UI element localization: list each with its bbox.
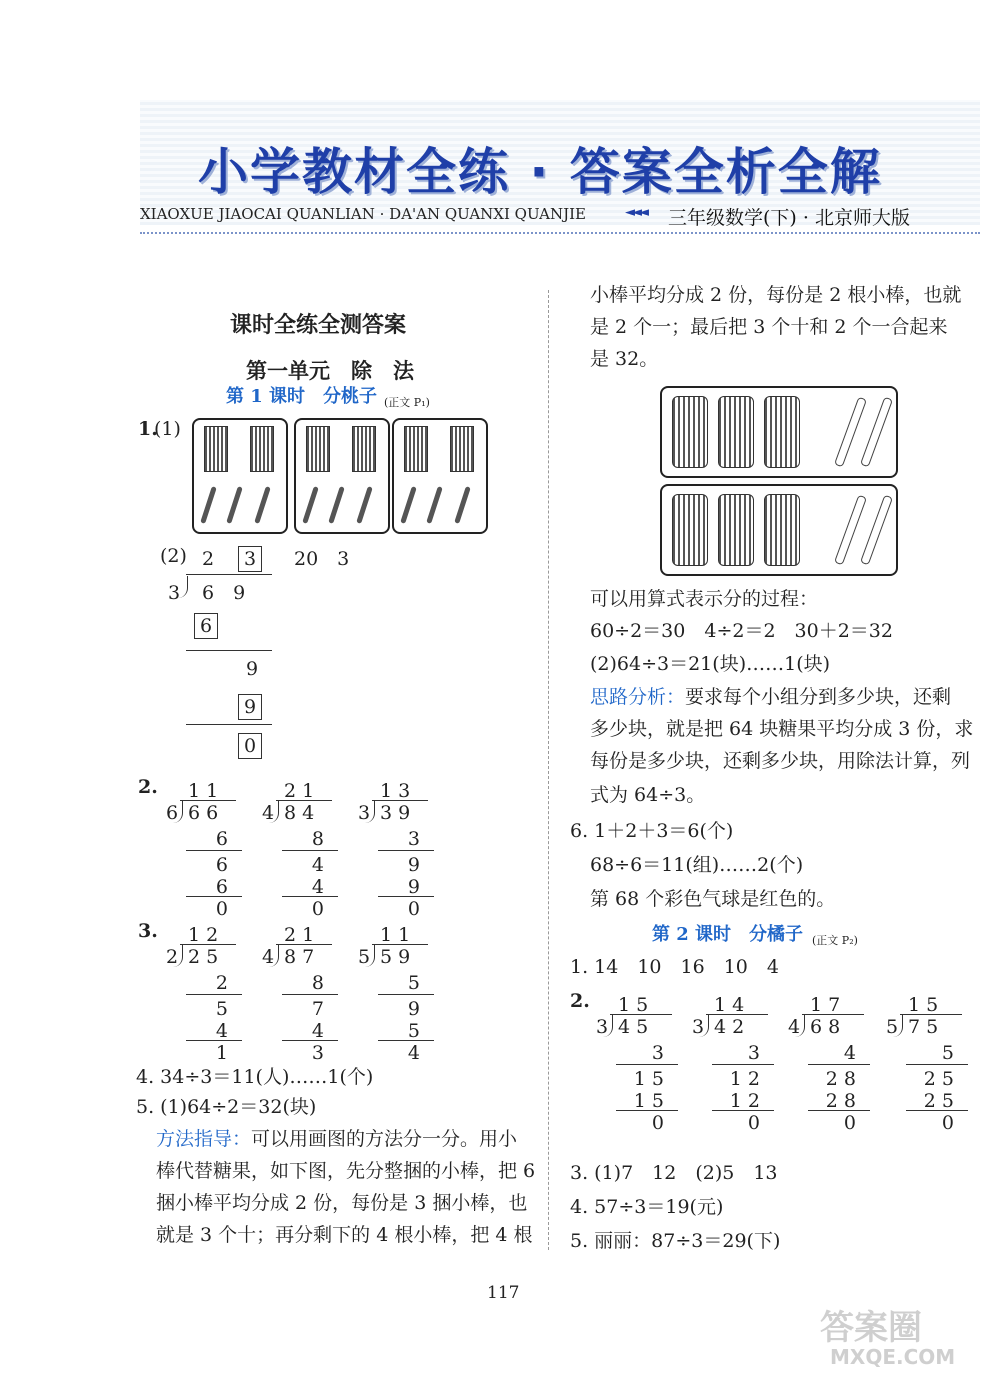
division-bar <box>906 1110 968 1111</box>
paragraph-line: 小棒平均分成 2 份，每份是 2 根小棒，也就 <box>590 284 962 306</box>
partial-remainder: 7 <box>311 998 324 1020</box>
division-bar <box>186 994 242 995</box>
grade-label: 三年级数学(下) · 北京师大版 <box>668 207 910 229</box>
question-number: 2. <box>138 776 158 798</box>
divisor: 5 <box>358 946 371 968</box>
quotient: 1 5 <box>618 994 649 1016</box>
bundle-icon <box>672 494 708 566</box>
lesson-ref: (正文 P₁) <box>384 396 430 409</box>
answer-line: 5. 丽丽：87÷3＝29(下) <box>570 1230 781 1252</box>
method-text: 棒代替糖果，如下图，先分整捆的小棒，把 6 <box>156 1160 536 1182</box>
divisor: 4 <box>262 946 275 968</box>
answer-box: 6 <box>194 613 218 639</box>
lesson-title: 第 2 课时 分橘子 <box>652 924 804 945</box>
stick-icon <box>200 486 216 524</box>
book-subtitle: XIAOXUE JIAOCAI QUANLIAN · DA'AN QUANXI QUANJIE <box>140 205 587 223</box>
question-number: 2. <box>570 990 590 1012</box>
division-bar <box>712 1064 774 1065</box>
division-bar <box>378 1040 434 1041</box>
bundle-diagram <box>294 418 390 534</box>
remainder: 0 <box>311 898 324 920</box>
subtrahend: 5 <box>941 1042 954 1064</box>
watermark-url: MXQE.COM <box>830 1345 956 1369</box>
bundle-icon <box>204 426 228 472</box>
quotient: 1 3 <box>380 780 411 802</box>
division-bracket <box>893 1015 903 1037</box>
division-bar <box>808 1110 870 1111</box>
division-bar <box>186 650 272 651</box>
partial-remainder: 9 <box>407 998 420 1020</box>
division-bar <box>276 800 332 801</box>
division-bar <box>276 944 332 945</box>
remainder: 0 <box>215 898 228 920</box>
division-bar <box>706 1014 768 1015</box>
think-text: 要求每个小组分到多少块，还剩 <box>685 686 952 708</box>
bundle-icon <box>764 494 800 566</box>
method-label: 方法指导： <box>156 1128 252 1150</box>
stick-icon <box>860 495 893 566</box>
division-bar <box>378 850 434 851</box>
method-text: 就是 3 个十；再分剩下的 4 根小棒，把 4 根 <box>156 1224 533 1246</box>
stick-icon <box>426 486 442 524</box>
subtrahend: 3 <box>747 1042 760 1064</box>
division-bar <box>282 850 338 851</box>
dividend: 4 2 <box>714 1016 745 1038</box>
paragraph-line: 是 32。 <box>590 348 659 370</box>
division-bar <box>282 896 338 897</box>
remainder: 0 <box>651 1112 664 1134</box>
think-label: 思路分析： <box>590 686 686 708</box>
stick-icon <box>356 486 372 524</box>
bundle-icon <box>250 426 274 472</box>
equation-line: 60÷2＝30 4÷2＝2 30＋2＝32 <box>590 620 893 642</box>
divisor: 3 <box>596 1016 609 1038</box>
paragraph-line: 是 2 个一；最后把 3 个十和 2 个一合起来 <box>590 316 948 338</box>
division-bar <box>186 850 242 851</box>
stick-icon <box>254 486 270 524</box>
dividend: 7 5 <box>908 1016 939 1038</box>
division-bracket <box>173 945 183 967</box>
answer-box: 9 <box>238 694 262 720</box>
think-text: 每份是多少块，还剩多少块，用除法计算，列 <box>590 750 971 772</box>
subtrahend: 6 <box>215 876 228 898</box>
answer-line: 4. 34÷3＝11(人)……1(个) <box>136 1066 374 1088</box>
answer-box: 3 <box>238 546 262 572</box>
subtrahend: 8 <box>311 972 324 994</box>
division-bracket <box>178 576 188 598</box>
divisor: 2 <box>166 946 179 968</box>
remainder: 4 <box>407 1042 420 1064</box>
division-bar <box>802 1014 864 1015</box>
remainder: 0 <box>941 1112 954 1134</box>
subtrahend: 6 <box>215 828 228 850</box>
division-bar <box>186 896 242 897</box>
remainder: 0 <box>407 898 420 920</box>
division-bracket <box>365 801 375 823</box>
division-bar <box>808 1064 870 1065</box>
part-label: (1) <box>154 418 181 440</box>
answer-line: 5. (1)64÷2＝32(块) <box>136 1096 317 1118</box>
division-bar <box>900 1014 962 1015</box>
answer-line: 1. 14 10 16 10 4 <box>570 956 779 978</box>
dividend: 6 8 <box>810 1016 841 1038</box>
quotient-digit: 2 <box>202 548 215 570</box>
remainder: 0 <box>747 1112 760 1134</box>
division-bar <box>186 724 272 725</box>
division-bar <box>378 896 434 897</box>
division-bar <box>186 1040 242 1041</box>
division-bar <box>180 944 236 945</box>
subtrahend: 8 <box>311 828 324 850</box>
bundle-icon <box>306 426 330 472</box>
divisor: 4 <box>788 1016 801 1038</box>
stick-icon <box>454 486 470 524</box>
bundle-icon <box>450 426 474 472</box>
watermark-logo: 答案圈 <box>820 1308 922 1348</box>
subtrahend: 5 <box>407 1020 420 1042</box>
partial-remainder: 5 <box>215 998 228 1020</box>
answer-line: 4. 57÷3＝19(元) <box>570 1196 724 1218</box>
method-text: 可以用画图的方法分一分。用小 <box>251 1128 518 1150</box>
quotient: 1 5 <box>908 994 939 1016</box>
divisor: 3 <box>692 1016 705 1038</box>
paragraph-line: 可以用算式表示分的过程： <box>590 588 819 610</box>
unit-title: 第一单元 除 法 <box>246 358 414 383</box>
division-bar <box>282 994 338 995</box>
stick-icon <box>226 486 242 524</box>
bundle-diagram <box>392 418 488 534</box>
header-divider <box>140 232 980 234</box>
page-number: 117 <box>487 1283 520 1303</box>
remainder: 3 <box>311 1042 324 1064</box>
remainder: 0 <box>843 1112 856 1134</box>
division-bar <box>378 994 434 995</box>
division-bracket <box>173 801 183 823</box>
dividend: 3 9 <box>380 802 411 824</box>
book-title: 小学教材全练 · 答案全析全解 <box>198 143 882 201</box>
divisor: 6 <box>166 802 179 824</box>
divisor: 5 <box>886 1016 899 1038</box>
sticks-diagram-top <box>660 386 898 478</box>
quotient: 2 1 <box>284 924 315 946</box>
answer-line: 3. (1)7 12 (2)5 13 <box>570 1162 778 1184</box>
partial-remainder: 1 5 <box>633 1068 664 1090</box>
partial-remainder: 2 8 <box>825 1068 856 1090</box>
subtrahend: 4 <box>843 1042 856 1064</box>
subtrahend: 2 <box>215 972 228 994</box>
division-bar <box>372 800 428 801</box>
division-bar <box>616 1064 678 1065</box>
stick-icon <box>860 397 893 468</box>
quotient: 2 1 <box>284 780 315 802</box>
division-bracket <box>365 945 375 967</box>
quotient: 1 2 <box>188 924 219 946</box>
dividend: 2 5 <box>188 946 219 968</box>
quotient: 1 1 <box>380 924 411 946</box>
answer-line: (2)64÷3＝21(块)……1(块) <box>590 653 831 675</box>
think-text: 式为 64÷3。 <box>590 784 706 806</box>
subtrahend: 1 5 <box>633 1090 664 1112</box>
bundle-icon <box>764 396 800 468</box>
subtrahend: 3 <box>651 1042 664 1064</box>
division-bracket <box>699 1015 709 1037</box>
remainder: 9 <box>246 658 259 680</box>
division-bracket <box>269 801 279 823</box>
subtrahend: 2 5 <box>923 1090 954 1112</box>
division-bar <box>186 574 272 575</box>
dividend: 8 4 <box>284 802 315 824</box>
division-bar <box>712 1110 774 1111</box>
answer-line: 第 68 个彩色气球是红色的。 <box>590 888 836 910</box>
quotient: 1 7 <box>810 994 841 1016</box>
arrow-icon: ◄◄◄ <box>625 205 646 220</box>
dividend: 6 9 <box>202 582 246 604</box>
division-bar <box>616 1110 678 1111</box>
subtrahend: 3 <box>407 828 420 850</box>
division-bar <box>610 1014 672 1015</box>
partial-remainder: 2 5 <box>923 1068 954 1090</box>
quotient: 1 4 <box>714 994 745 1016</box>
subtrahend: 2 8 <box>825 1090 856 1112</box>
part-label: (2) <box>160 545 187 567</box>
divisor: 4 <box>262 802 275 824</box>
bundle-icon <box>718 396 754 468</box>
question-number: 1. <box>138 418 158 440</box>
dividend: 6 6 <box>188 802 219 824</box>
division-bracket <box>269 945 279 967</box>
answer-line: 6. 1＋2＋3＝6(个) <box>570 820 734 842</box>
partial-remainder: 6 <box>215 854 228 876</box>
column-divider <box>548 290 549 1250</box>
main-title: 课时全练全测答案 <box>230 313 407 338</box>
bundle-icon <box>352 426 376 472</box>
division-bracket <box>795 1015 805 1037</box>
lesson-title: 第 1 课时 分桃子 <box>226 386 378 407</box>
bundle-diagram <box>192 418 288 534</box>
subtrahend: 9 <box>407 876 420 898</box>
division-bar <box>282 1040 338 1041</box>
subtrahend: 4 <box>311 1020 324 1042</box>
dividend: 4 5 <box>618 1016 649 1038</box>
divisor: 3 <box>358 802 371 824</box>
stick-icon <box>302 486 318 524</box>
remainder: 1 <box>215 1042 228 1064</box>
partial-remainder: 4 <box>311 854 324 876</box>
bundle-icon <box>404 426 428 472</box>
question-number: 3. <box>138 920 158 942</box>
subtrahend: 1 2 <box>729 1090 760 1112</box>
partial-remainder: 9 <box>407 854 420 876</box>
subtrahend: 5 <box>407 972 420 994</box>
answer-line: 68÷6＝11(组)……2(个) <box>590 854 804 876</box>
stick-icon <box>400 486 416 524</box>
subtrahend: 4 <box>311 876 324 898</box>
partial-remainder: 1 2 <box>729 1068 760 1090</box>
quotient: 1 1 <box>188 780 219 802</box>
sticks-diagram-bottom <box>660 484 898 576</box>
bundle-icon <box>718 494 754 566</box>
divisor: 3 <box>168 582 181 604</box>
division-bar <box>906 1064 968 1065</box>
division-bar <box>372 944 428 945</box>
method-text: 捆小棒平均分成 2 份，每份是 3 捆小棒，也 <box>156 1192 528 1214</box>
division-bracket <box>603 1015 613 1037</box>
answer-box: 0 <box>238 733 262 759</box>
dividend: 8 7 <box>284 946 315 968</box>
extra-answer: 20 3 <box>294 548 350 570</box>
bundle-icon <box>672 396 708 468</box>
think-text: 多少块，就是把 64 块糖果平均分成 3 份，求 <box>590 718 974 740</box>
division-bar <box>180 800 236 801</box>
dividend: 5 9 <box>380 946 411 968</box>
stick-icon <box>328 486 344 524</box>
subtrahend: 4 <box>215 1020 228 1042</box>
lesson-ref: (正文 P₂) <box>812 934 858 947</box>
